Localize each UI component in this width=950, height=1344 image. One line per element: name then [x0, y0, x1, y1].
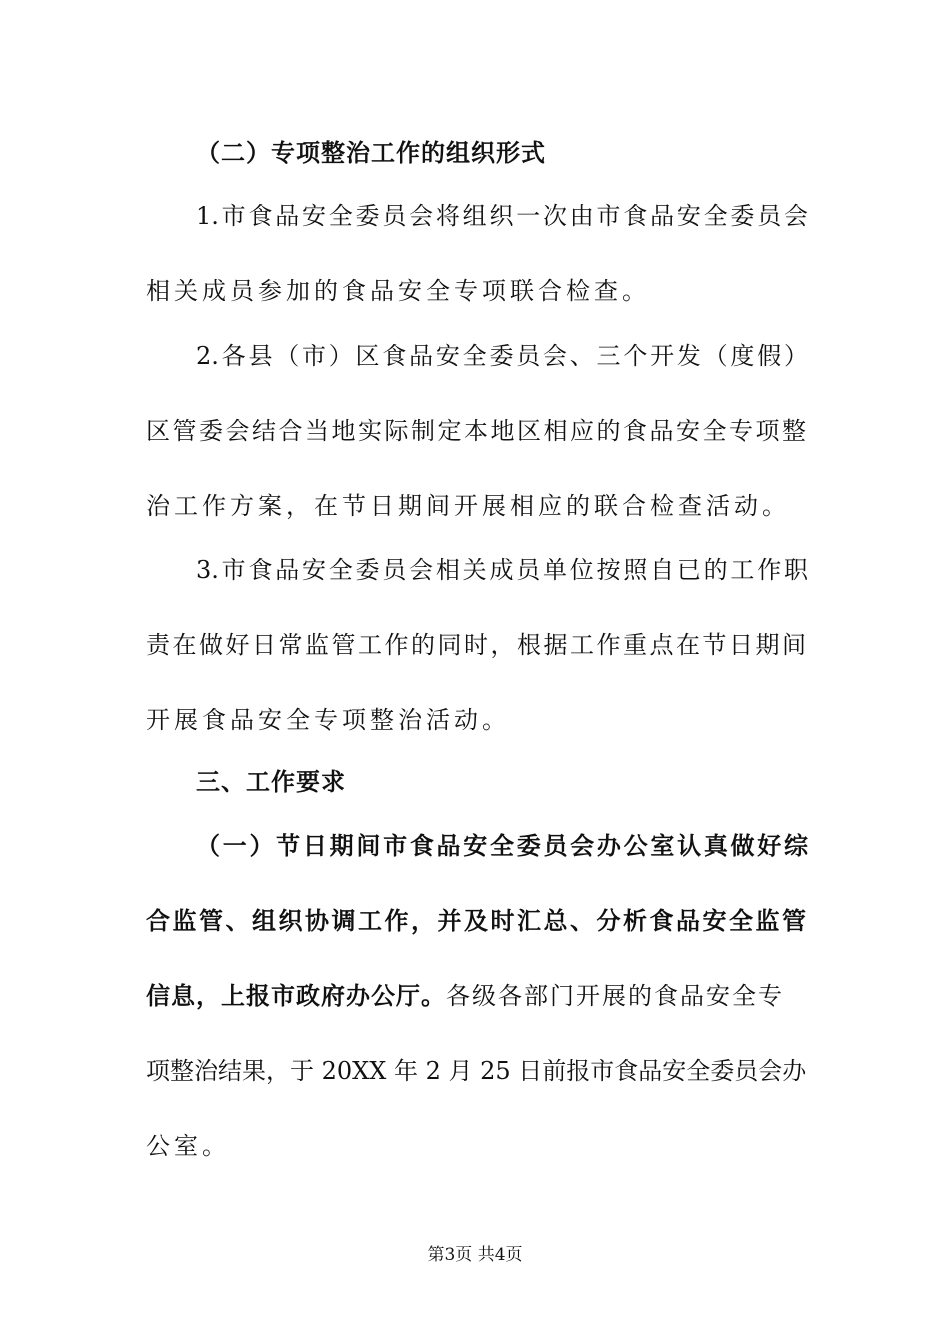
paragraph-line: 治工作方案，在节日期间开展相应的联合检查活动。	[146, 492, 790, 520]
page-footer: 第3页 共4页	[427, 1245, 523, 1265]
bold-span: 信息，上报市政府办公厅。	[146, 982, 446, 1010]
paragraph-line: 区管委会结合当地实际制定本地区相应的食品安全专项整	[146, 417, 806, 445]
paragraph-line: 1.市食品安全委员会将组织一次由市食品安全委员会	[196, 202, 808, 230]
paragraph-line: 开展食品安全专项整治活动。	[146, 706, 510, 734]
section-heading-organization: （二）专项整治工作的组织形式	[196, 139, 546, 167]
paragraph-line: 3.市食品安全委员会相关成员单位按照自已的工作职	[196, 556, 808, 584]
regular-span: 各级各部门开展的食品安全专	[446, 982, 784, 1010]
paragraph-line-mixed	[146, 981, 806, 1011]
paragraph-line: 责在做好日常监管工作的同时，根据工作重点在节日期间	[146, 631, 806, 659]
paragraph-line-bold: 合监管、组织协调工作，并及时汇总、分析食品安全监管	[146, 907, 806, 935]
paragraph-line: 公室。	[146, 1132, 230, 1160]
paragraph-line-bold: （一）节日期间市食品安全委员会办公室认真做好综	[196, 832, 808, 860]
paragraph-line: 2.各县（市）区食品安全委员会、三个开发（度假）	[196, 342, 808, 370]
section-heading-requirements: 三、工作要求	[196, 768, 346, 796]
paragraph-line: 相关成员参加的食品安全专项联合检查。	[146, 277, 650, 305]
paragraph-line: 项整治结果，于 20XX 年 2 月 25 日前报市食品安全委员会办	[146, 1057, 807, 1085]
